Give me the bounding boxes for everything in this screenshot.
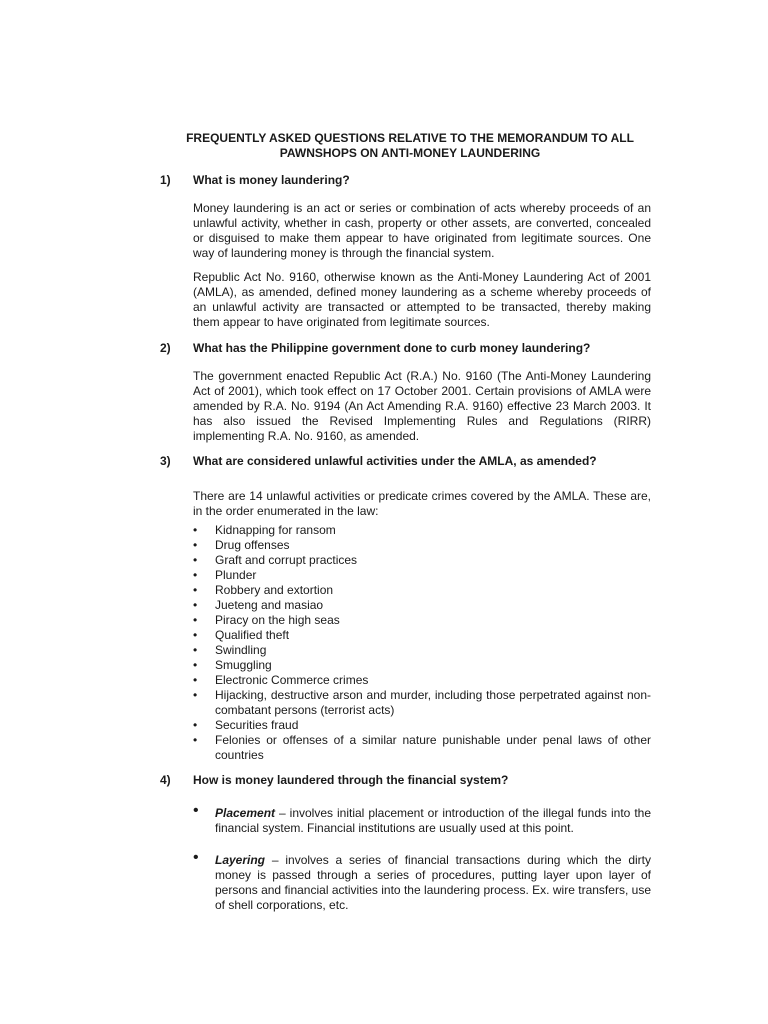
list-item: • Drug offenses (193, 538, 290, 552)
answer-paragraph: The government enacted Republic Act (R.A.) No. 9160 (The Anti-Money Laundering Act of 2001), which took effect on 17 October 2001. Certain provisions of AMLA were amended by R.A. No. 9194 (An Act Amending R.A. 9160) effective 23 March 2003. It has also issued the Revised Implementing Rules and Regulations (RIRR) implementing R.A. No. 9160, as amended. (193, 369, 651, 443)
bullet-icon: • (193, 733, 198, 747)
bullet-icon: • (193, 553, 198, 567)
bullet-icon: • (193, 568, 198, 582)
list-item: • Electronic Commerce crimes (193, 673, 369, 687)
list-item: • Jueteng and masiao (193, 598, 324, 612)
list-item: • Qualified theft (193, 628, 290, 642)
bullet-icon: • (193, 523, 198, 537)
list-item: • Robbery and extortion (193, 583, 334, 597)
question-text: What are considered unlawful activities under the AMLA, as amended? (193, 454, 597, 468)
list-item: • Piracy on the high seas (193, 613, 340, 627)
method-term: Layering (215, 853, 266, 867)
method-layering (193, 849, 651, 913)
list-item: • Graft and corrupt practices (193, 553, 358, 567)
method-description: – involves initial placement or introduction of the illegal funds into the financial system. Financial institutions are usually used at this point. (215, 806, 651, 835)
bullet-icon: • (193, 598, 198, 612)
list-item: • Swindling (193, 643, 267, 657)
list-item: • Smuggling (193, 658, 272, 672)
bullet-icon: • (193, 658, 198, 672)
answer-paragraph: Republic Act No. 9160, otherwise known as the Anti-Money Laundering Act of 2001 (AMLA), as amended, defined money laundering as a scheme whereby proceeds of an unlawful activity are transacted or attempted to be transacted, thereby making them appear to have originated from legitimate sources. (193, 270, 651, 329)
bullet-icon: • (193, 643, 198, 657)
method-description: – involves a series of financial transactions during which the dirty money is passed through a series of procedures, putting layer upon layer of persons and financial activities into the laundering process. Ex. wire transfers, use of shell corporations, etc. (215, 853, 651, 912)
method-term: Placement (215, 806, 276, 820)
bullet-icon: • (193, 688, 198, 702)
document-title (160, 131, 660, 161)
question-number: 3) (160, 454, 171, 468)
question-number: 2) (160, 341, 171, 355)
bullet-icon: • (193, 718, 198, 732)
list-item: • Kidnapping for ransom (193, 523, 336, 537)
list-item: • Securities fraud (193, 718, 299, 732)
question-text: What has the Philippine government done to curb money laundering? (193, 341, 591, 355)
question-text: How is money laundered through the financial system? (193, 773, 509, 787)
bullet-icon: • (193, 538, 198, 552)
question-number: 1) (160, 173, 171, 187)
question-number: 4) (160, 773, 171, 787)
title-line-1: FREQUENTLY ASKED QUESTIONS RELATIVE TO THE MEMORANDUM TO ALL (186, 131, 634, 145)
answer-paragraph: Money laundering is an act or series or combination of acts whereby proceeds of an unlawful activity, whether in cash, property or other assets, are converted, concealed or disguised to make them appear to have originated from legitimate sources. One way of laundering money is through the financial system. (193, 201, 651, 260)
list-item: • Plunder (193, 568, 257, 582)
question-text: What is money laundering? (193, 173, 350, 187)
list-item: • Felonies or offenses of a similar nature punishable under penal laws of other countries (193, 733, 651, 762)
answer-paragraph: There are 14 unlawful activities or predicate crimes covered by the AMLA. These are, in the order enumerated in the law: (193, 489, 651, 518)
bullet-icon: • (193, 628, 198, 642)
list-item: • Hijacking, destructive arson and murder, including those perpetrated against non-combatant persons (terrorist acts) (193, 688, 651, 717)
method-placement (193, 802, 651, 836)
title-line-2: PAWNSHOPS ON ANTI-MONEY LAUNDERING (279, 146, 541, 160)
bullet-icon: • (193, 802, 199, 819)
bullet-icon: • (193, 613, 198, 627)
bullet-icon: • (193, 849, 199, 866)
bullet-icon: • (193, 583, 198, 597)
unlawful-activities-list (193, 523, 651, 763)
bullet-icon: • (193, 673, 198, 687)
